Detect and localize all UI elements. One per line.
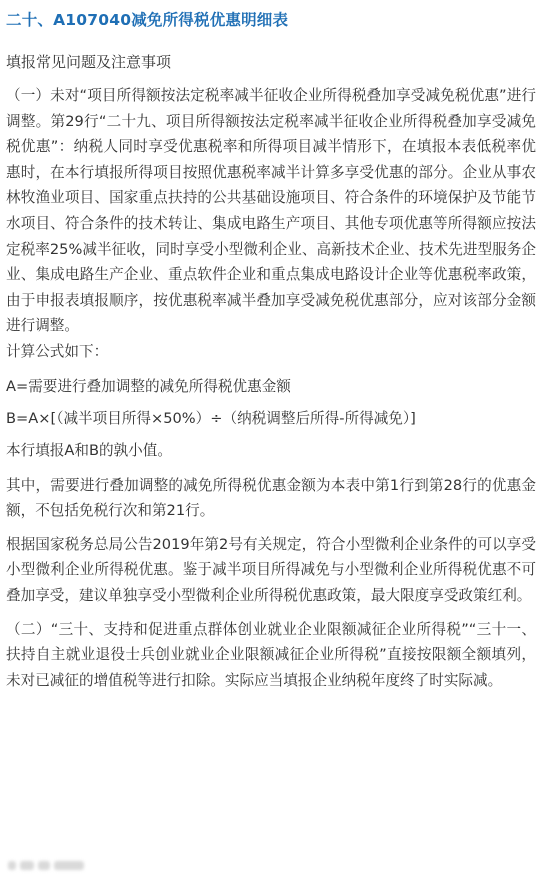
- calc-label: 计算公式如下：: [6, 342, 109, 360]
- paragraph-note: 其中，需要进行叠加调整的减免所得税优惠金额为本表中第1行到第28行的优惠金额，不包括免税行次和第21行。: [6, 476, 536, 520]
- formula-conclusion: 本行填报A和B的孰小值。: [6, 441, 172, 459]
- blurred-watermark: [8, 860, 84, 870]
- paragraph-item-2: （二）“三十、支持和促进重点群体创业就业企业限额减征企业所得税”“三十一、扶持自主就业退役士兵创业就业企业限额减征企业所得税”直接按限额全额填列，未对已减征的增值税等进行扣除。实际应当填报企业纳税年度终了时实际减。: [6, 620, 536, 689]
- formula-b: B=A×[（减半项目所得×50%）÷（纳税调整后所得-所得减免）]: [6, 409, 416, 427]
- section-subtitle: 填报常见问题及注意事项: [6, 53, 172, 71]
- section-title: 二十、A107040减免所得税优惠明细表: [6, 11, 289, 29]
- formula-a: A=需要进行叠加调整的减免所得税优惠金额: [6, 377, 291, 395]
- paragraph-item-1: （一）未对“项目所得额按法定税率减半征收企业所得税叠加享受减免税优惠”进行调整。第29行“二十九、项目所得额按法定税率减半征收企业所得税叠加享受减免税优惠”：纳税人同时享受优惠税率和所得项目减半情形下，在填报本表低税率优惠时，在本行填报所得项目按照优惠税率减半计算多享受优惠的部分。企业从事农林牧渔业项目、国家重点扶持的公共基础设施项目、符合条件的环境保护及节能节水项目、符合条件的技术转让、集成电路生产项目、其他专项优惠等所得额应按法定税率25%减半征收，同时享受小型微利企业、高新技术企业、技术先进型服务企业、集成电路生产企业、重点软件企业和重点集成电路设计企业等优惠税率政策，由于申报表填报顺序，按优惠税率减半叠加享受减免税优惠部分，应对该部分金额进行调整。: [6, 87, 536, 335]
- paragraph-policy: 根据国家税务总局公告2019年第2号有关规定，符合小型微利企业条件的可以享受小型微利企业所得税优惠。鉴于减半项目所得减免与小型微利企业所得税优惠不可叠加享受，建议单独享受小型微利企业所得税优惠政策，最大限度享受政策红利。: [6, 535, 536, 604]
